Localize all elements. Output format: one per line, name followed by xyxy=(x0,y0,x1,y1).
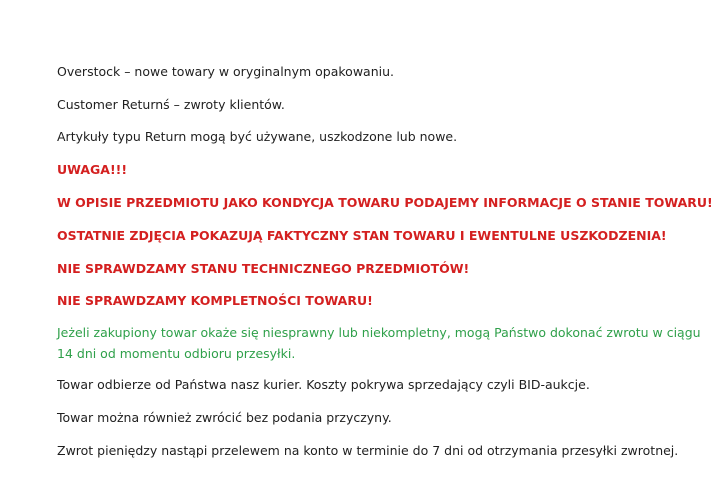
overstock-text: Overstock – nowe towary w oryginalnym opakowaniu. xyxy=(57,64,395,79)
warning-completeness: NIE SPRAWDZAMY KOMPLETNOŚCI TOWARU! xyxy=(57,293,373,308)
warning-title: UWAGA!!! xyxy=(57,162,128,177)
warning-condition: W OPISIE PRZEDMIOTU JAKO KONDYCJA TOWARU PODAJEMY INFORMACJE O STANIE TOWARU! xyxy=(57,195,713,210)
refund-text: Zwrot pieniędzy nastąpi przelewem na konto w terminie do 7 dni od otrzymania przesyłki zwrotnej. xyxy=(57,443,679,458)
customer-returns-text: Customer Returnś – zwroty klientów. xyxy=(57,97,285,112)
warning-technical: NIE SPRAWDZAMY STANU TECHNICZNEGO PRZEDMIOTÓW! xyxy=(57,261,470,276)
warning-photos: OSTATNIE ZDJĘCIA POKAZUJĄ FAKTYCZNY STAN TOWARU I EWENTULNE USZKODZENIA! xyxy=(57,228,667,243)
no-reason-text: Towar można również zwrócić bez podania przyczyny. xyxy=(57,410,392,425)
return-policy-text: Jeżeli zakupiony towar okaże się niesprawny lub niekompletny, mogą Państwo dokonać zwrotu w ciągu 14 dni od momentu odbioru przesyłki. xyxy=(57,325,701,361)
courier-text: Towar odbierze od Państwa nasz kurier. Koszty pokrywa sprzedający czyli BID-aukcje. xyxy=(57,377,590,392)
return-items-text: Artykuły typu Return mogą być używane, uszkodzone lub nowe. xyxy=(57,129,458,144)
